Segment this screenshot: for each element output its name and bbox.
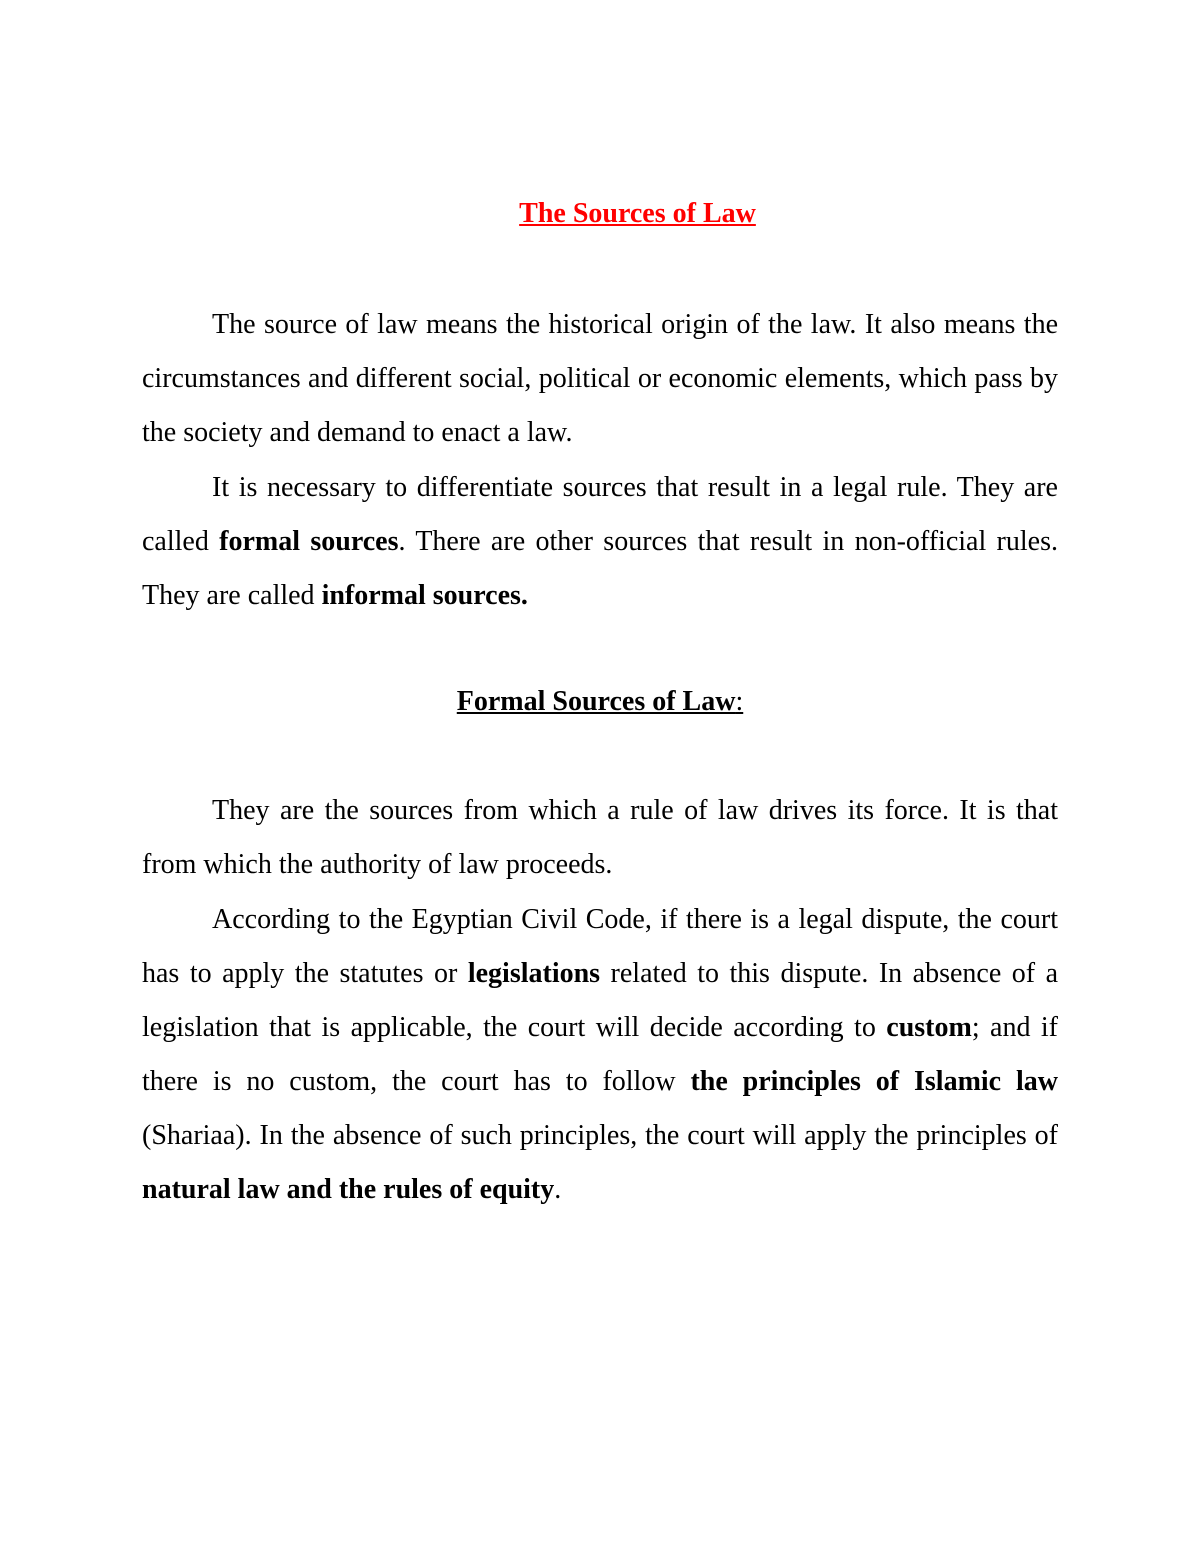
text-segment: . — [554, 1174, 562, 1205]
bold-term: natural law and the rules of equity — [142, 1174, 555, 1205]
paragraph-formal-definition — [142, 784, 1058, 892]
text-segment: (Shariaa). In the absence of such principles, the court will apply the principles of — [142, 1120, 1058, 1151]
text-segment: ; and if there is no custom, the court has to follow — [142, 1012, 1058, 1097]
section-heading-colon: : — [735, 686, 744, 717]
text-segment: They are the sources from which a rule of law drives its force. It is that from which the authority of law proceeds. — [142, 795, 1058, 880]
bold-term: informal sources. — [321, 580, 528, 611]
bold-term: the principles of Islamic law — [690, 1066, 1058, 1097]
section-heading-text: Formal Sources of Law — [456, 686, 736, 717]
bold-term: formal sources — [219, 526, 399, 557]
paragraph-definition — [142, 298, 1058, 460]
bold-term: legislations — [467, 958, 601, 989]
paragraph-formal-informal — [142, 461, 1058, 623]
paragraph-civil-code — [142, 893, 1058, 1217]
section-heading — [0, 680, 1200, 724]
text-segment: . There are other sources that result in non-official rules. They are called — [142, 526, 1058, 611]
text-segment: According to the Egyptian Civil Code, if there is a legal dispute, the court has to apply the statutes or — [142, 904, 1058, 989]
text-segment: The source of law means the historical origin of the law. It also means the circumstances and different social, political or economic elements, which pass by the society and demand to enact a law. — [142, 309, 1058, 448]
text-segment: It is necessary to differentiate sources that result in a legal rule. They are called — [142, 472, 1058, 557]
bold-term: custom — [886, 1012, 972, 1043]
document-title: The Sources of Law — [519, 198, 756, 229]
text-segment: related to this dispute. In absence of a legislation that is applicable, the court will decide according to — [142, 958, 1059, 1043]
